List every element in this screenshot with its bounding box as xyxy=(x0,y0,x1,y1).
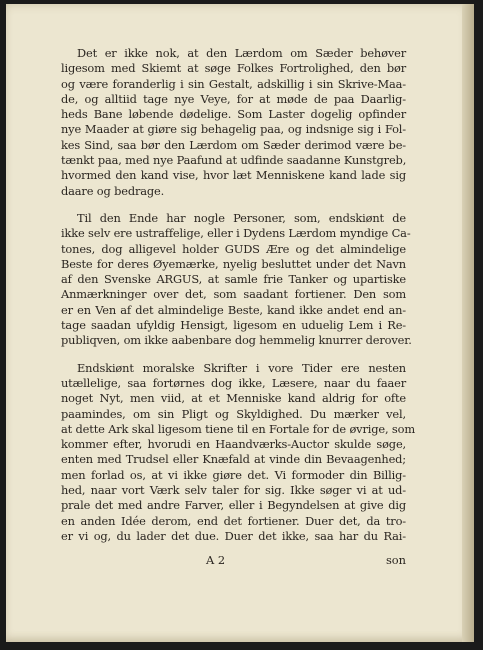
text-line: men forlad os, at vi ikke giøre det. Vi formoder din Billig- xyxy=(61,467,406,482)
catchword: son xyxy=(385,553,406,568)
text-line: paamindes, om sin Pligt og Skyldighed. Du mærker vel, xyxy=(61,406,406,421)
text-line: ikke selv ere ustraffelige, eller i Dydens Lærdom myndige Ca- xyxy=(61,226,411,241)
text-line: Til den Ende har nogle Personer, som, endskiønt de xyxy=(77,210,406,225)
text-line: enten med Trudsel eller Knæfald at vinde din Bevaagenhed; xyxy=(61,452,406,467)
text-line: Det er ikke nok, at den Lærdom om Sæder behøver xyxy=(77,46,406,60)
text-line: en anden Idée derom, end det fortiener. Duer det, da tro- xyxy=(61,513,406,528)
text-line: er vi og, du lader det due. Duer det ikke, saa har du Rai- xyxy=(61,528,406,543)
text-line: af den Svenske ARGUS, at samle frie Tanker og upartiske xyxy=(61,272,406,287)
paragraph xyxy=(61,46,406,199)
page-footer xyxy=(61,553,406,568)
text-line: Beste for deres Øyemærke, nyelig besluttet under det Navn xyxy=(61,256,406,271)
text-line: daare og bedrage. xyxy=(61,183,165,198)
text-line: publiqven, om ikke aabenbare dog hemmelig knurrer derover. xyxy=(61,333,412,348)
text-line: tage saadan ufyldig Hensigt, ligesom en uduelig Lem i Re- xyxy=(61,318,406,333)
text-line: hvormed den kand vise, hvor læt Menniskene kand lade sig xyxy=(61,168,406,183)
paragraph xyxy=(61,360,415,545)
page-text-block xyxy=(61,46,415,569)
text-line: Endskiønt moralske Skrifter i vore Tider ere nesten xyxy=(77,360,406,375)
text-line: de, og alltiid tage nye Veye, for at møde de paa Daarlig- xyxy=(61,91,406,106)
text-line: noget Nyt, men viid, at et Menniske kand aldrig for ofte xyxy=(61,391,406,406)
text-line: og være foranderlig i sin Gestalt, adskillig i sin Skrive-Maa- xyxy=(61,76,406,91)
text-line: utællelige, saa fortørnes dog ikke, Læsere, naar du faaer xyxy=(61,375,406,390)
book-page xyxy=(6,4,474,642)
text-line: at dette Ark skal ligesom tiene til en Fortale for de øvrige, som xyxy=(61,421,415,436)
text-line: heds Bane løbende dødelige. Som Laster dogelig opfinder xyxy=(61,107,406,122)
text-line: nye Maader at giøre sig behagelig paa, og indsnige sig i Fol- xyxy=(61,122,406,137)
text-line: kommer efter, hvorudi en Haandværks-Auctor skulde søge, xyxy=(61,437,406,452)
paragraph xyxy=(61,210,412,349)
text-line: er en Ven af det almindelige Beste, kand ikke andet end an- xyxy=(61,302,406,317)
text-line: tænkt paa, med nye Paafund at udfinde saadanne Kunstgreb, xyxy=(61,153,407,168)
signature-mark: A 2 xyxy=(206,553,226,568)
text-line: kes Sind, saa bør den Lærdom om Sæder derimod være be- xyxy=(61,137,406,152)
text-line: prale det med andre Farver, eller i Begyndelsen at give dig xyxy=(61,498,406,513)
text-line: Anmærkninger over det, som saadant fortiener. Den som xyxy=(61,287,406,302)
text-line: tones, dog alligevel holder GUDS Ære og det almindelige xyxy=(61,241,406,256)
text-line: ligesom med Skiemt at søge Folkes Fortrolighed, den bør xyxy=(61,61,406,76)
book-spine-shadow xyxy=(462,4,474,642)
text-line: hed, naar vort Værk selv taler for sig. Ikke søger vi at ud- xyxy=(61,483,406,498)
